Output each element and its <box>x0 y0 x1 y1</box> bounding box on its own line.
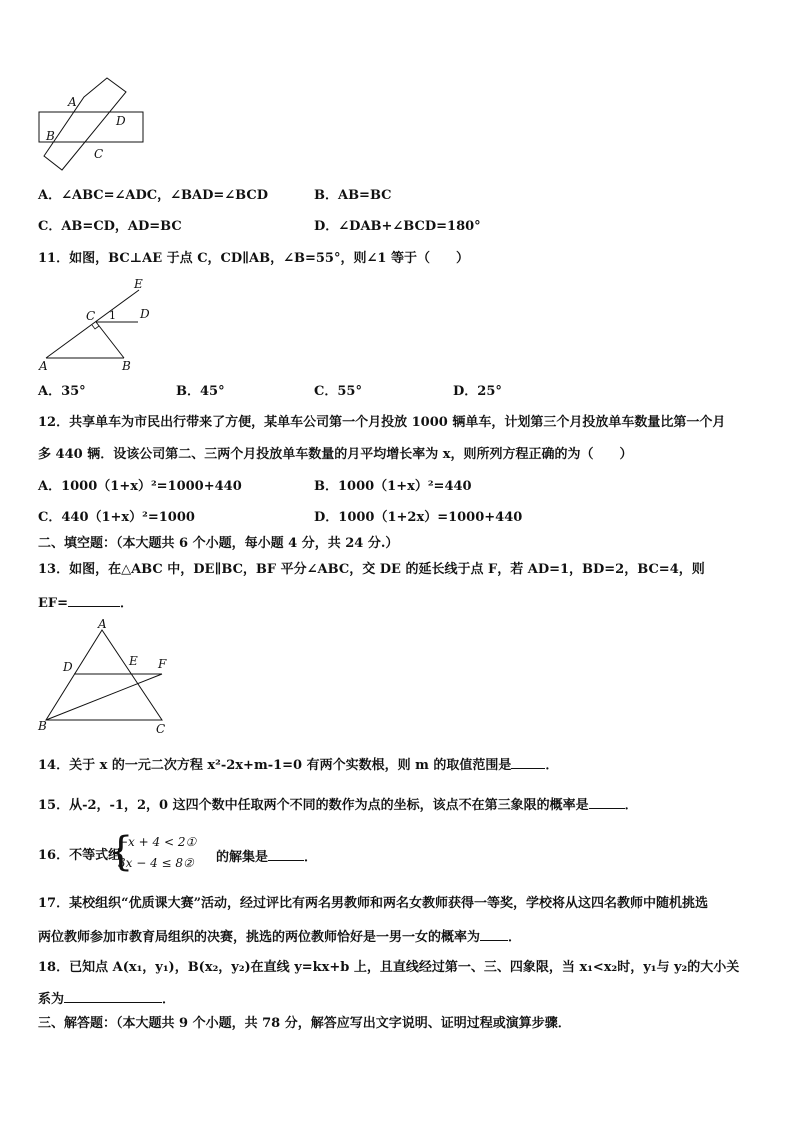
slanted-strip <box>44 78 126 170</box>
q18-period: ． <box>162 992 176 1007</box>
label-angle-1: 1 <box>109 309 116 322</box>
q16-suffix <box>216 848 317 866</box>
label-c: C <box>94 147 104 161</box>
label-d: D <box>140 307 150 321</box>
q17-answer-blank <box>480 928 508 941</box>
q14-answer-blank <box>511 756 545 769</box>
q15-answer-blank <box>589 796 625 809</box>
q12-option-a: A．1000（1+x）²=1000+440 <box>38 479 242 494</box>
q13-ef-label: EF= <box>38 596 69 611</box>
q16-inequality-1: −x + 4 < 2① <box>118 835 197 849</box>
label-a: A <box>39 359 48 373</box>
right-angle-mark <box>92 325 99 329</box>
q13-period: ． <box>120 596 134 611</box>
q11-option-a: A．35° <box>38 384 86 399</box>
q16-prefix: 16．不等式组 <box>38 848 122 863</box>
label-f: F <box>158 657 167 671</box>
q14-stem: 14．关于 x 的一元二次方程 x²-2x+m-1=0 有两个实数根，则 m 的取值范围是 <box>38 758 512 773</box>
q11-option-d: D．25° <box>453 384 502 399</box>
q18-answer-blank <box>64 990 162 1003</box>
q16-period: ． <box>304 850 318 865</box>
q16-inequality-2: 3x − 4 ≤ 8② <box>118 856 194 870</box>
figure-q10 <box>36 72 146 172</box>
q11-option-b: B．45° <box>176 384 225 399</box>
segment-bf <box>46 674 162 720</box>
label-e: E <box>134 277 143 291</box>
q15-period: ． <box>624 798 638 813</box>
q11-option-c: C．55° <box>314 384 362 399</box>
q17-stem: 两位教师参加市教育局组织的决赛，挑选的两位教师恰好是一男一女的概率为 <box>38 930 481 945</box>
q14-period: ． <box>545 758 559 773</box>
brace-icon: { <box>108 829 134 875</box>
q18-stem: 系为 <box>38 992 65 1007</box>
q13-answer-blank <box>68 594 120 607</box>
q15-stem: 15．从-2，-1，2，0 这四个数中任取两个不同的数作为点的坐标，该点不在第三象限的概率是 <box>38 798 589 813</box>
q15-text <box>38 796 638 814</box>
triangle-abc <box>46 630 162 720</box>
q12-option-c: C．440（1+x）²=1000 <box>38 510 195 525</box>
q14-text <box>38 756 558 774</box>
label-b: B <box>46 129 55 143</box>
q13-line1: 13．如图，在△ABC 中，DE∥BC，BF 平分∠ABC，交 DE 的延长线于点 F，若 AD=1，BD=2，BC=4，则 <box>38 562 705 577</box>
q18-line1: 18．已知点 A(x₁，y₁)，B(x₂，y₂)在直线 y=kx+b 上，且直线经过第一、三、四象限，当 x₁<x₂时，y₁与 y₂的大小关 <box>38 960 740 975</box>
q10-option-d: D．∠DAB+∠BCD=180° <box>314 219 481 234</box>
label-c: C <box>156 722 166 736</box>
label-c: C <box>86 309 96 323</box>
q12-option-b: B．1000（1+x）²=440 <box>314 479 472 494</box>
figure-q13 <box>36 618 176 736</box>
figure-q11 <box>36 278 166 373</box>
label-d: D <box>63 660 73 674</box>
q11-text: 11．如图，BC⊥AE 于点 C，CD∥AB，∠B=55°，则∠1 等于（ ） <box>38 251 469 266</box>
label-a: A <box>98 617 107 631</box>
label-a: A <box>68 95 77 109</box>
segment-cb <box>96 322 124 358</box>
q10-option-c: C．AB=CD，AD=BC <box>38 219 182 234</box>
q16-answer-blank <box>268 848 304 861</box>
q13-line2 <box>38 594 133 612</box>
q16-suffix-text: 的解集是 <box>216 850 269 865</box>
q17-line1: 17．某校组织“优质课大赛”活动，经过评比有两名男教师和两名女教师获得一等奖，学校将从这四名教师中随机挑选 <box>38 896 709 911</box>
label-b: B <box>38 719 47 733</box>
label-e: E <box>129 654 138 668</box>
section-2-heading: 二、填空题：（本大题共 6 个小题，每小题 4 分，共 24 分.） <box>38 536 399 551</box>
line-ae <box>46 290 139 358</box>
label-b: B <box>122 359 131 373</box>
q10-option-a: A．∠ABC=∠ADC，∠BAD=∠BCD <box>38 188 269 203</box>
q16-inequality-system <box>108 829 218 876</box>
q12-option-d: D．1000（1+2x）=1000+440 <box>314 510 523 525</box>
q10-option-b: B．AB=BC <box>314 188 392 203</box>
q12-line2: 多 440 辆．设该公司第二、三两个月投放单车数量的月平均增长率为 x，则所列方程正确的为（ ） <box>38 447 633 462</box>
section-3-heading: 三、解答题：（本大题共 9 个小题，共 78 分，解答应写出文字说明、证明过程或演算步骤． <box>38 1016 571 1031</box>
q17-period: ． <box>508 930 522 945</box>
q12-line1: 12．共享单车为市民出行带来了方便，某单车公司第一个月投放 1000 辆单车，计划第三个月投放单车数量比第一个月 <box>38 415 726 430</box>
label-d: D <box>116 114 126 128</box>
q17-line2 <box>38 928 521 946</box>
q18-line2 <box>38 990 175 1008</box>
